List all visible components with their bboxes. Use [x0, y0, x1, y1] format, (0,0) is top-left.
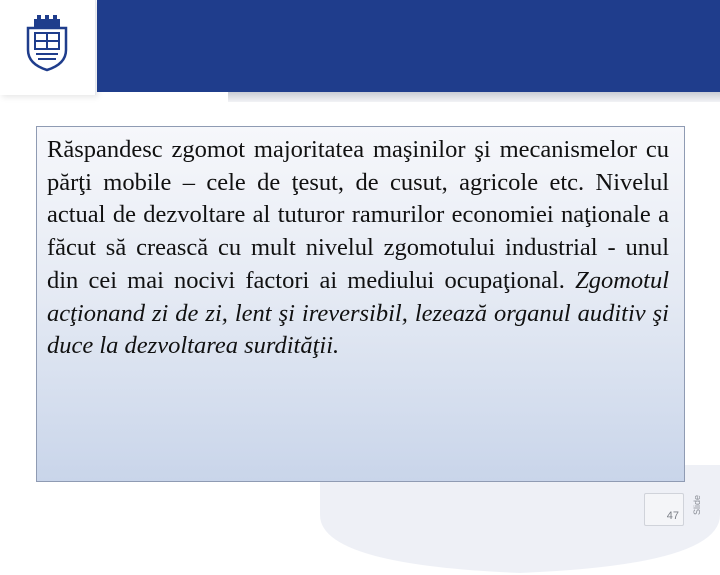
logo-panel [0, 0, 96, 95]
page-number-badge [644, 493, 684, 526]
header-shadow [228, 92, 720, 102]
body-text [47, 134, 669, 363]
slide-label: Slide [692, 494, 702, 515]
content-box [36, 126, 685, 482]
body-text-italic: Zgomotul acţionand zi de zi, lent şi ireversibil, lezează organul auditiv şi duce la dezvoltarea surdităţii. [47, 266, 669, 360]
page-number: 47 [666, 510, 679, 522]
header-band [97, 0, 720, 92]
university-crest-icon [22, 14, 72, 74]
body-text-plain: Răspandesc zgomot majoritatea maşinilor şi mecanismelor cu părţi mobile – cele de ţesut, de cusut, agricole etc. Nivelul actual de dezvoltare al tuturor ramurilor economiei naţionale a făcut să crească cu mult nivelul zgomotului industrial - unul din cei mai nocivi factori ai mediului ocupaţional. [47, 136, 669, 294]
